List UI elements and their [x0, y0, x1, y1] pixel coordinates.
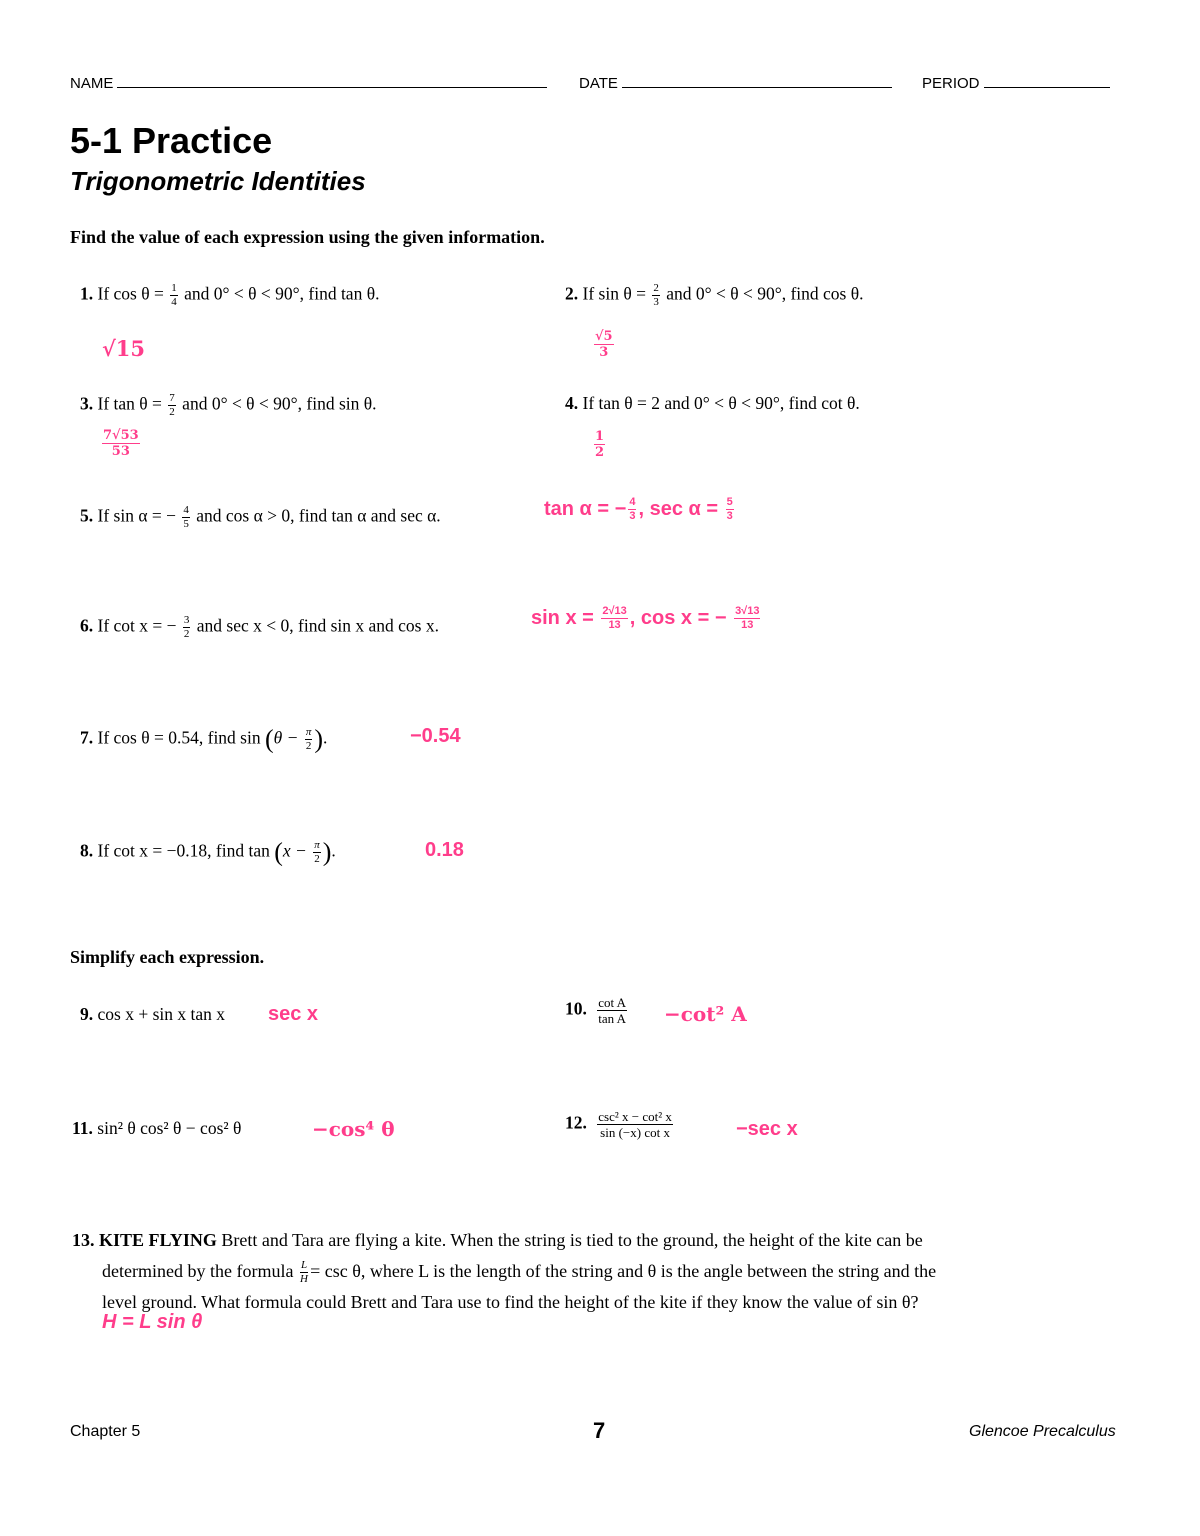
answer-11: −cos⁴ θ	[312, 1117, 395, 1141]
page-number: 7	[593, 1418, 606, 1443]
problem-13-fraction	[300, 1260, 308, 1285]
problem-10-fraction	[597, 996, 627, 1025]
answer-4-fraction	[594, 430, 605, 459]
fraction-denominator: H	[300, 1273, 308, 1286]
problem-5-post: and cos α > 0, find tan α and sec α.	[196, 505, 441, 526]
fraction-numerator: √5	[595, 329, 613, 344]
problem-13-heading: KITE FLYING	[99, 1230, 217, 1250]
answer-6-a-fraction	[601, 606, 627, 631]
problem-7-pre: If cos θ = 0.54, find sin	[97, 727, 261, 748]
answer-10: −cot² A	[664, 1002, 747, 1026]
problem-3	[80, 393, 377, 418]
problem-12-number: 12.	[565, 1112, 587, 1133]
problem-2-number: 2.	[565, 283, 579, 304]
problem-3-fraction	[168, 393, 176, 418]
problem-3-number: 3.	[80, 393, 94, 414]
fraction-denominator: sin (−x) cot x	[600, 1125, 670, 1140]
answer-6-a: sin x =	[531, 606, 594, 629]
answer-1: √15	[102, 336, 146, 361]
problem-13	[72, 1225, 936, 1318]
problem-2	[565, 283, 864, 308]
problem-4-number: 4.	[565, 393, 579, 413]
answer-5-b-fraction	[726, 497, 734, 522]
header-date	[579, 73, 892, 92]
fraction-numerator: 1	[595, 429, 605, 444]
problem-6	[80, 615, 439, 640]
fraction-numerator: 4	[629, 496, 636, 508]
problem-11-text: sin² θ cos² θ − cos² θ	[97, 1118, 242, 1138]
answer-6-b-fraction	[734, 606, 760, 631]
answer-5	[544, 497, 736, 522]
fraction-numerator: 2	[653, 282, 659, 294]
answer-7: −0.54	[410, 725, 461, 747]
footer-book: Glencoe Precalculus	[969, 1423, 1116, 1440]
problem-6-number: 6.	[80, 615, 94, 636]
fraction-denominator: 3	[629, 510, 636, 522]
section1-instruction: Find the value of each expression using the given information.	[70, 227, 545, 247]
answer-12: −sec x	[736, 1118, 798, 1140]
problem-9-number: 9.	[80, 1004, 94, 1024]
problem-13-text1: Brett and Tara are flying a kite. When the string is tied to the ground, the height of the kite can be	[221, 1230, 923, 1250]
problem-8-inner: x −	[282, 840, 307, 861]
right-paren: )	[314, 724, 323, 754]
fraction-numerator: 1	[171, 282, 177, 294]
period-line	[984, 73, 1110, 88]
problem-8-pre: If cot x = −0.18, find tan	[97, 840, 270, 861]
left-paren: (	[274, 837, 283, 867]
problem-13-text2-pre: determined by the formula	[102, 1261, 294, 1281]
fraction-denominator: 13	[608, 619, 621, 631]
date-label: DATE	[579, 75, 618, 92]
problem-11-number: 11.	[72, 1118, 93, 1138]
problem-1-pre: If cos θ =	[97, 283, 164, 304]
problem-4-text: If tan θ = 2 and 0° < θ < 90°, find cot θ.	[582, 393, 860, 413]
name-label: NAME	[70, 75, 114, 92]
fraction-denominator: 3	[599, 345, 609, 360]
problem-6-post: and sec x < 0, find sin x and cos x.	[196, 615, 439, 636]
fraction-denominator: 2	[169, 406, 175, 418]
name-line	[117, 73, 547, 88]
answer-13: H = L sin θ	[102, 1311, 203, 1333]
problem-1	[80, 283, 379, 308]
answer-5-b: , sec α =	[638, 497, 719, 520]
problem-5-number: 5.	[80, 505, 94, 526]
problem-4	[565, 393, 860, 413]
problem-13-text2-post: = csc θ, where L is the length of the string and θ is the angle between the string and the	[310, 1261, 937, 1281]
fraction-denominator: tan A	[598, 1011, 627, 1026]
problem-5-pre: If sin α = −	[97, 505, 176, 526]
fraction-denominator: 5	[183, 518, 189, 530]
problem-11	[72, 1118, 241, 1138]
problem-12-fraction	[597, 1110, 673, 1139]
period-label: PERIOD	[922, 75, 980, 92]
problem-6-fraction	[183, 615, 191, 640]
problem-8: 8. If cot x = −0.18, find tan (x − $\frac{\pi}{2}$ ).	[80, 837, 336, 867]
answer-6	[531, 606, 762, 631]
problem-1-fraction	[170, 283, 178, 308]
problem-1-post: and 0° < θ < 90°, find tan θ.	[184, 283, 380, 304]
header-name	[70, 73, 547, 92]
problem-2-fraction	[652, 283, 660, 308]
problem-5-fraction	[182, 505, 190, 530]
fraction-denominator: 2	[305, 740, 312, 752]
page-subtitle: Trigonometric Identities	[70, 166, 366, 196]
problem-13-line3: level ground. What formula could Brett and Tara use to find the height of the kite if they know the value of sin θ?	[102, 1292, 919, 1312]
fraction-numerator: π	[314, 839, 320, 851]
footer-chapter: Chapter 5	[70, 1423, 141, 1440]
fraction-denominator: 53	[111, 444, 130, 459]
problem-2-pre: If sin θ =	[582, 283, 646, 304]
problem-13-number: 13.	[72, 1230, 95, 1250]
fraction-numerator: 4	[183, 504, 189, 516]
problem-10-number: 10.	[565, 998, 587, 1019]
fraction-numerator: 7√53	[103, 428, 139, 443]
fraction-denominator: 2	[183, 628, 190, 640]
fraction-numerator: L	[300, 1259, 308, 1272]
answer-5-a-fraction	[628, 497, 636, 522]
fraction-numerator: cot A	[598, 995, 627, 1010]
fraction-numerator: csc² x − cot² x	[598, 1109, 672, 1124]
fraction-denominator: 4	[171, 296, 177, 308]
problem-9-text: cos x + sin x tan x	[97, 1004, 225, 1024]
problem-6-pre: If cot x = −	[97, 615, 177, 636]
answer-3-fraction	[102, 429, 140, 458]
fraction-numerator: 5	[726, 496, 733, 508]
answer-2-fraction	[594, 330, 614, 359]
fraction-denominator: 2	[595, 445, 605, 460]
page-title: 5-1 Practice	[70, 120, 273, 161]
problem-8-pi-fraction	[313, 840, 321, 865]
right-paren: )	[322, 837, 332, 867]
left-paren: (	[264, 724, 274, 754]
section2-instruction: Simplify each expression.	[70, 947, 265, 967]
fraction-numerator: 7	[169, 392, 175, 404]
answer-9: sec x	[268, 1003, 319, 1025]
problem-7-pi-fraction	[305, 727, 313, 752]
answer-3	[100, 429, 142, 458]
fraction-denominator: 13	[741, 619, 754, 631]
problem-10	[565, 996, 629, 1025]
header-period	[922, 73, 1110, 92]
problem-2-post: and 0° < θ < 90°, find cos θ.	[666, 283, 864, 304]
problem-7: 7. If cos θ = 0.54, find sin (θ − $\frac{\pi}{2}$ ).	[80, 724, 328, 754]
problem-5	[80, 505, 441, 530]
problem-3-post: and 0° < θ < 90°, find sin θ.	[182, 393, 377, 414]
answer-4	[592, 430, 607, 459]
fraction-denominator: 2	[314, 853, 320, 865]
fraction-denominator: 3	[726, 510, 733, 522]
date-line	[622, 73, 892, 88]
problem-12	[565, 1110, 675, 1139]
answer-8: 0.18	[425, 839, 464, 861]
problem-7-number: 7.	[80, 727, 94, 748]
fraction-numerator: 3	[183, 614, 190, 626]
problem-13-line2	[72, 1256, 936, 1287]
answer-6-b: , cos x = −	[629, 606, 727, 629]
fraction-numerator: 2√13	[602, 605, 627, 617]
fraction-numerator: π	[305, 726, 312, 738]
problem-1-number: 1.	[80, 283, 94, 304]
problem-13-line1	[72, 1225, 936, 1256]
problem-8-number: 8.	[80, 840, 94, 861]
problem-7-inner: θ −	[273, 727, 299, 748]
fraction-numerator: 3√13	[735, 605, 760, 617]
fraction-denominator: 3	[653, 296, 659, 308]
problem-9	[80, 1004, 225, 1024]
problem-3-pre: If tan θ =	[97, 393, 162, 414]
answer-2	[592, 330, 616, 359]
answer-5-a: tan α = −	[544, 497, 627, 520]
